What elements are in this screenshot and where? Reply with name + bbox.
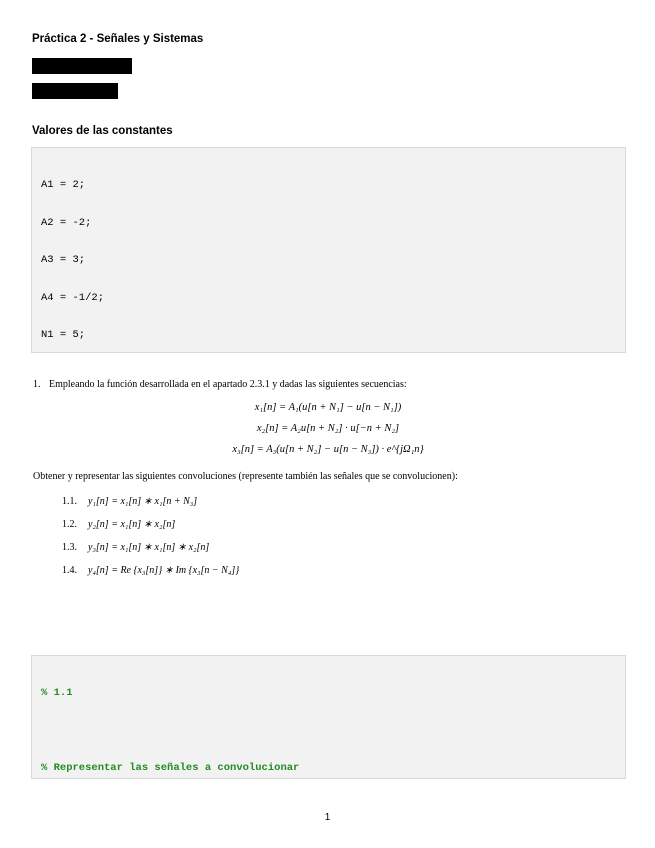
sub-exercise-item: [62, 493, 623, 516]
code-comment-line: % 1.1: [41, 687, 73, 699]
page-title: Práctica 2 - Señales y Sistemas: [32, 33, 204, 45]
sub-exercise-number: 1.4.: [62, 565, 77, 576]
sub-exercise-equation: y₂[n] = x₁[n] ∗ x₂[n]: [88, 519, 176, 530]
exercise-1: [33, 379, 623, 585]
code-line: A4 = -1/2;: [41, 291, 105, 304]
exercise-header: [33, 379, 623, 390]
equations-block: [33, 399, 623, 462]
exercise-number: 1.: [33, 379, 41, 390]
exercise-intro: Empleando la función desarrollada en el apartado 2.3.1 y dadas las siguientes secuencias:: [49, 379, 407, 390]
sub-exercise-number: 1.3.: [62, 542, 77, 553]
sub-exercise-equation: y₃[n] = x₁[n] ∗ x₁[n] ∗ x₂[n]: [88, 542, 210, 553]
code-blank-line: [41, 725, 616, 738]
code-line: A1 = 2;: [41, 179, 86, 191]
sub-exercise-equation: y₁[n] = x₁[n] ∗ x₁[n + N₃]: [88, 496, 198, 507]
sub-exercise-list: [62, 493, 623, 585]
code-line: A3 = 3;: [41, 254, 86, 266]
equation-x1: x₁[n] = A₁(u[n + N₁] − u[n − N₁]): [254, 402, 402, 413]
exercise-instructions: Obtener y representar las siguientes convoluciones (represente también las señales que se convolucionen):: [33, 471, 458, 482]
code-line: A2 = -2;: [41, 216, 92, 229]
sub-exercise-item: [62, 516, 623, 539]
sub-exercise-number: 1.1.: [62, 496, 77, 507]
solution-code-block[interactable]: [31, 655, 626, 779]
constants-code-block[interactable]: [31, 147, 626, 353]
code-line: N1 = 5;: [41, 329, 86, 341]
sub-exercise-equation: y₄[n] = Re {x₃[n]} ∗ Im {x₃[n − N₄]}: [88, 565, 240, 576]
redacted-block: [32, 83, 118, 99]
sub-exercise-item: [62, 562, 623, 585]
page-number: 1: [324, 812, 331, 823]
equation-x3: x₃[n] = A₃(u[n + N₂] − u[n − N₃]) · e^{jΩ₁n}: [232, 444, 424, 455]
redacted-block: [32, 58, 132, 74]
constants-heading: Valores de las constantes: [32, 125, 173, 137]
code-comment-line: % Representar las señales a convolucionar: [41, 762, 300, 774]
sub-exercise-item: [62, 539, 623, 562]
sub-exercise-number: 1.2.: [62, 519, 77, 530]
equation-x2: x₂[n] = A₂u[n + N₂] · u[−n + N₂]: [256, 423, 400, 434]
